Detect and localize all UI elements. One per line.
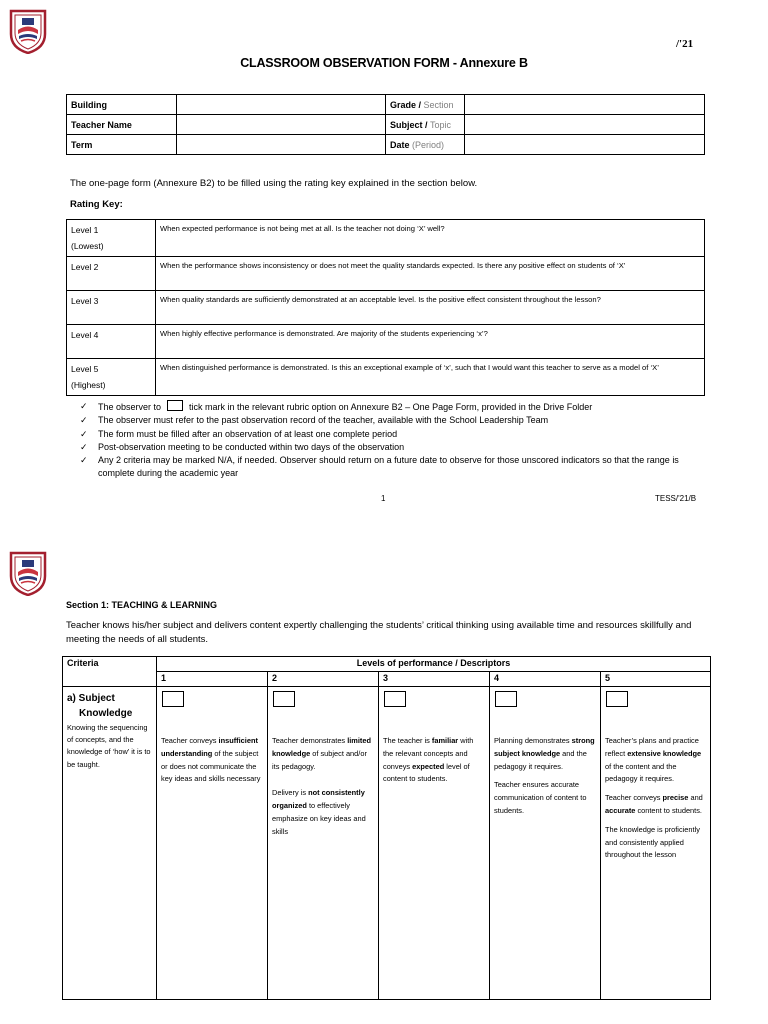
teacher-name-label: Teacher Name [67,115,177,135]
date-label: Date (Period) [386,135,465,155]
section-title: Section 1: TEACHING & LEARNING [66,600,218,610]
term-label: Term [67,135,177,155]
rating-level: Level 3 [67,291,156,325]
tick-box-sample [167,400,183,411]
level-4-cell [490,687,601,1000]
checklist-item: ✓ Post-observation meeting to be conducted within two days of the observation [78,441,708,454]
rating-description: When distinguished performance is demonstrated. Is this an exceptional example of ‘x’, such that I would want this teacher to serve as a model of ‘X’ [156,359,705,396]
intro-text: The one-page form (Annexure B2) to be filled using the rating key explained in the section below. [70,178,478,189]
level-number: 3 [379,672,490,687]
criteria-table [62,656,711,1000]
page-gap [0,520,768,538]
checklist-item: ✓ Any 2 criteria may be marked N/A, if needed. Observer should return on a future date to observe for those unscored indicators so that the range is complete during the academic year [80,455,679,479]
page-2 [0,538,768,1024]
level-number: 5 [601,672,711,687]
level-1-descriptor: Teacher conveys insufficient understanding of the subject or does not communicate the key ideas and skills necessary [161,736,261,784]
checkmark-icon: ✓ [80,428,88,439]
section-description: Teacher knows his/her subject and delivers content expertly challenging the students’ critical thinking using available time and resources skillfully and meeting the needs of all students. [66,620,692,645]
year-mark: /'21 [676,38,694,50]
criterion-title: a) Subject [67,693,115,704]
level-1-checkbox[interactable] [162,691,184,707]
checkmark-icon: ✓ [80,441,88,452]
checklist-item: ✓ The observer must refer to the past observation record of the teacher, available with the School Leadership Team [78,414,708,427]
teacher-name-field[interactable] [177,115,386,135]
checkmark-icon: ✓ [80,401,88,411]
school-crest-logo [9,8,47,54]
rating-description: When highly effective performance is demonstrated. Are majority of the students experiencing ‘x’? [156,325,705,359]
building-label: Building [67,95,177,115]
level-5-descriptor: Teacher’s plans and practice reflect extensive knowledge of the content and the pedagogy it requires. Teacher conveys precise and accurate content to students. The knowledge is proficiently and consistently applied throughout the lesson [605,736,703,860]
rating-description: When expected performance is not being met at all. Is the teacher not doing ‘X’ well? [156,220,705,257]
criterion-subject-knowledge [63,687,157,1000]
building-field[interactable] [177,95,386,115]
criterion-description: Knowing the sequencing of concepts, and the knowledge of ‘how’ it is to be taught. [67,723,151,769]
criteria-header: Criteria [63,657,157,687]
rating-row [67,291,705,325]
level-2-descriptor: Teacher demonstrates limited knowledge of subject and/or its pedagogy. Delivery is not consistently organized to effectively emphasize on key ideas and skills [272,736,372,836]
subject-field[interactable] [465,115,705,135]
level-number: 1 [157,672,268,687]
criterion-title-cont: Knowledge [79,708,133,719]
page-code: TESS/'21/B [655,494,697,503]
grade-field[interactable] [465,95,705,115]
instructions-checklist [78,400,708,481]
level-4-descriptor: Planning demonstrates strong subject knowledge and the pedagogy it requires. Teacher ensures accurate communication of content to students. [494,736,595,815]
rating-description: When quality standards are sufficiently demonstrated at an acceptable level. Is the positive effect consistent throughout the lesson? [156,291,705,325]
level-2-checkbox[interactable] [273,691,295,707]
rating-key-table [66,219,705,396]
checkmark-icon: ✓ [80,455,88,466]
rating-row [67,359,705,396]
info-table [66,94,705,155]
level-5-cell [601,687,711,1000]
level-2-cell [268,687,379,1000]
page-number: 1 [381,494,386,503]
rating-key-title: Rating Key: [70,199,123,210]
rating-level: Level 4 [67,325,156,359]
rating-row [67,257,705,291]
rating-level: Level 1 (Lowest) [67,220,156,257]
level-1-cell [157,687,268,1000]
rating-description: When the performance shows inconsistency or does not meet the quality standards expected. Is there any positive effect on students of ‘X’ [156,257,705,291]
checkmark-icon: ✓ [80,415,88,426]
checklist-item: ✓ The observer to tick mark in the relevant rubric option on Annexure B2 – One Page Form, provided in the Drive Folder [80,401,593,412]
level-3-descriptor: The teacher is familiar with the relevant concepts and conveys expected level of content to students. [383,736,474,784]
term-field[interactable] [177,135,386,155]
level-5-checkbox[interactable] [606,691,628,707]
date-field[interactable] [465,135,705,155]
form-title: CLASSROOM OBSERVATION FORM - Annexure B [240,56,528,70]
subject-label: Subject / Topic [386,115,465,135]
rating-level: Level 5 (Highest) [67,359,156,396]
level-3-checkbox[interactable] [384,691,406,707]
rating-row [67,220,705,257]
checklist-item: ✓ The form must be filled after an observation of at least one complete period [78,428,708,441]
school-crest-logo [9,550,47,596]
level-number: 4 [490,672,601,687]
level-4-checkbox[interactable] [495,691,517,707]
levels-header: Levels of performance / Descriptors [157,657,711,672]
level-number: 2 [268,672,379,687]
level-3-cell [379,687,490,1000]
grade-label: Grade / Section [386,95,465,115]
rating-row [67,325,705,359]
rating-level: Level 2 [67,257,156,291]
